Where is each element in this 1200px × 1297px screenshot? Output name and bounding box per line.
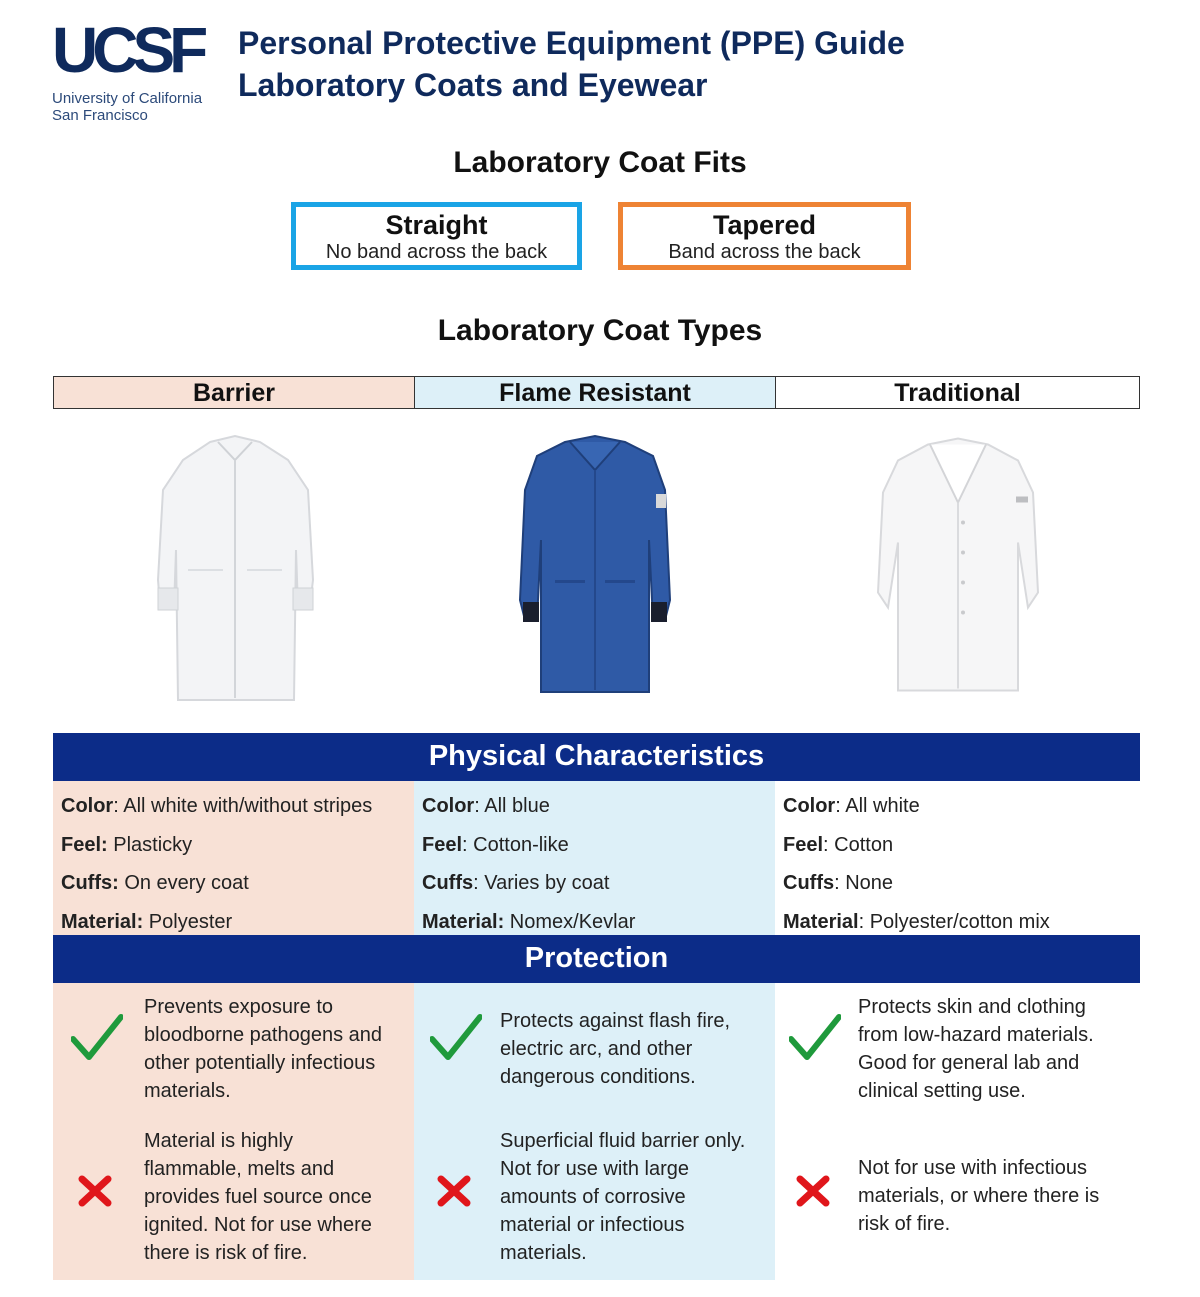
protection-band: Protection — [53, 935, 1140, 983]
char-cuffs: Cuffs: Varies by coat — [422, 872, 610, 894]
char-feel: Feel: Plasticky — [61, 833, 193, 856]
type-header-flame-resistant: Flame Resistant — [414, 376, 776, 409]
flame-resistant-coat-image — [515, 430, 675, 710]
title-line2: Laboratory Coats and Eyewear — [238, 67, 708, 103]
fit-name: Straight — [385, 210, 488, 240]
fit-tapered-box — [618, 202, 911, 270]
x-icon — [77, 1174, 113, 1208]
check-icon — [71, 1013, 123, 1061]
char-material: Material: Polyester/cotton mix — [783, 910, 1050, 933]
barrier-coat-image — [148, 430, 323, 710]
physical-barrier — [53, 781, 415, 935]
page-title — [238, 22, 905, 106]
char-color: Color: All white — [783, 795, 920, 817]
ucsf-logo — [52, 14, 232, 124]
fit-name: Tapered — [712, 210, 817, 240]
char-material: Material: Nomex/Kevlar — [422, 910, 636, 933]
con-text: Not for use with infectious materials, or where there is risk of fire. — [858, 1157, 1100, 1235]
logo-mark: UCSF — [52, 14, 203, 86]
char-feel: Feel: Cotton — [783, 833, 894, 856]
con-text: Material is highly flammable, melts and provides fuel source once ignited. Not for use where there is risk of fire. — [144, 1130, 372, 1264]
pro-text: Prevents exposure to bloodborne pathogens and other potentially infectious materials. — [144, 996, 382, 1102]
x-icon — [436, 1174, 472, 1208]
x-icon — [795, 1174, 831, 1208]
physical-traditional — [775, 781, 1140, 935]
physical-flame-resistant — [414, 781, 776, 935]
fit-straight-box — [291, 202, 582, 270]
type-header-barrier: Barrier — [53, 376, 415, 409]
protection-traditional — [775, 983, 1140, 1280]
logo-sub-line1: University of California — [52, 90, 203, 107]
protection-flame-resistant — [414, 983, 776, 1280]
char-material: Material: Polyester — [61, 910, 233, 933]
char-cuffs: Cuffs: None — [783, 872, 894, 894]
traditional-coat-image — [868, 430, 1048, 710]
title-line1: Personal Protective Equipment (PPE) Guide — [238, 25, 905, 61]
fit-desc: Band across the back — [668, 241, 861, 263]
fit-desc: No band across the back — [325, 241, 548, 263]
fits-heading: Laboratory Coat Fits — [453, 146, 747, 179]
char-color: Color: All white with/without stripes — [61, 795, 373, 817]
char-cuffs: Cuffs: On every coat — [61, 872, 249, 894]
physical-characteristics-band: Physical Characteristics — [53, 733, 1140, 781]
char-feel: Feel: Cotton-like — [422, 833, 569, 856]
logo-sub-line2: San Francisco — [52, 107, 148, 124]
pro-text: Protects skin and clothing from low-hazard materials. Good for general lab and clinical setting use. — [858, 996, 1094, 1102]
check-icon — [789, 1013, 841, 1061]
logo-subtitle — [52, 90, 232, 124]
types-heading: Laboratory Coat Types — [437, 314, 763, 347]
char-color: Color: All blue — [422, 795, 550, 817]
pro-text: Protects against flash fire, electric arc, and other dangerous conditions. — [500, 1010, 731, 1088]
type-header-traditional: Traditional — [775, 376, 1140, 409]
check-icon — [430, 1013, 482, 1061]
protection-barrier — [53, 983, 415, 1280]
con-text: Superficial fluid barrier only. Not for use with large amounts of corrosive material or infectious materials. — [500, 1130, 746, 1264]
